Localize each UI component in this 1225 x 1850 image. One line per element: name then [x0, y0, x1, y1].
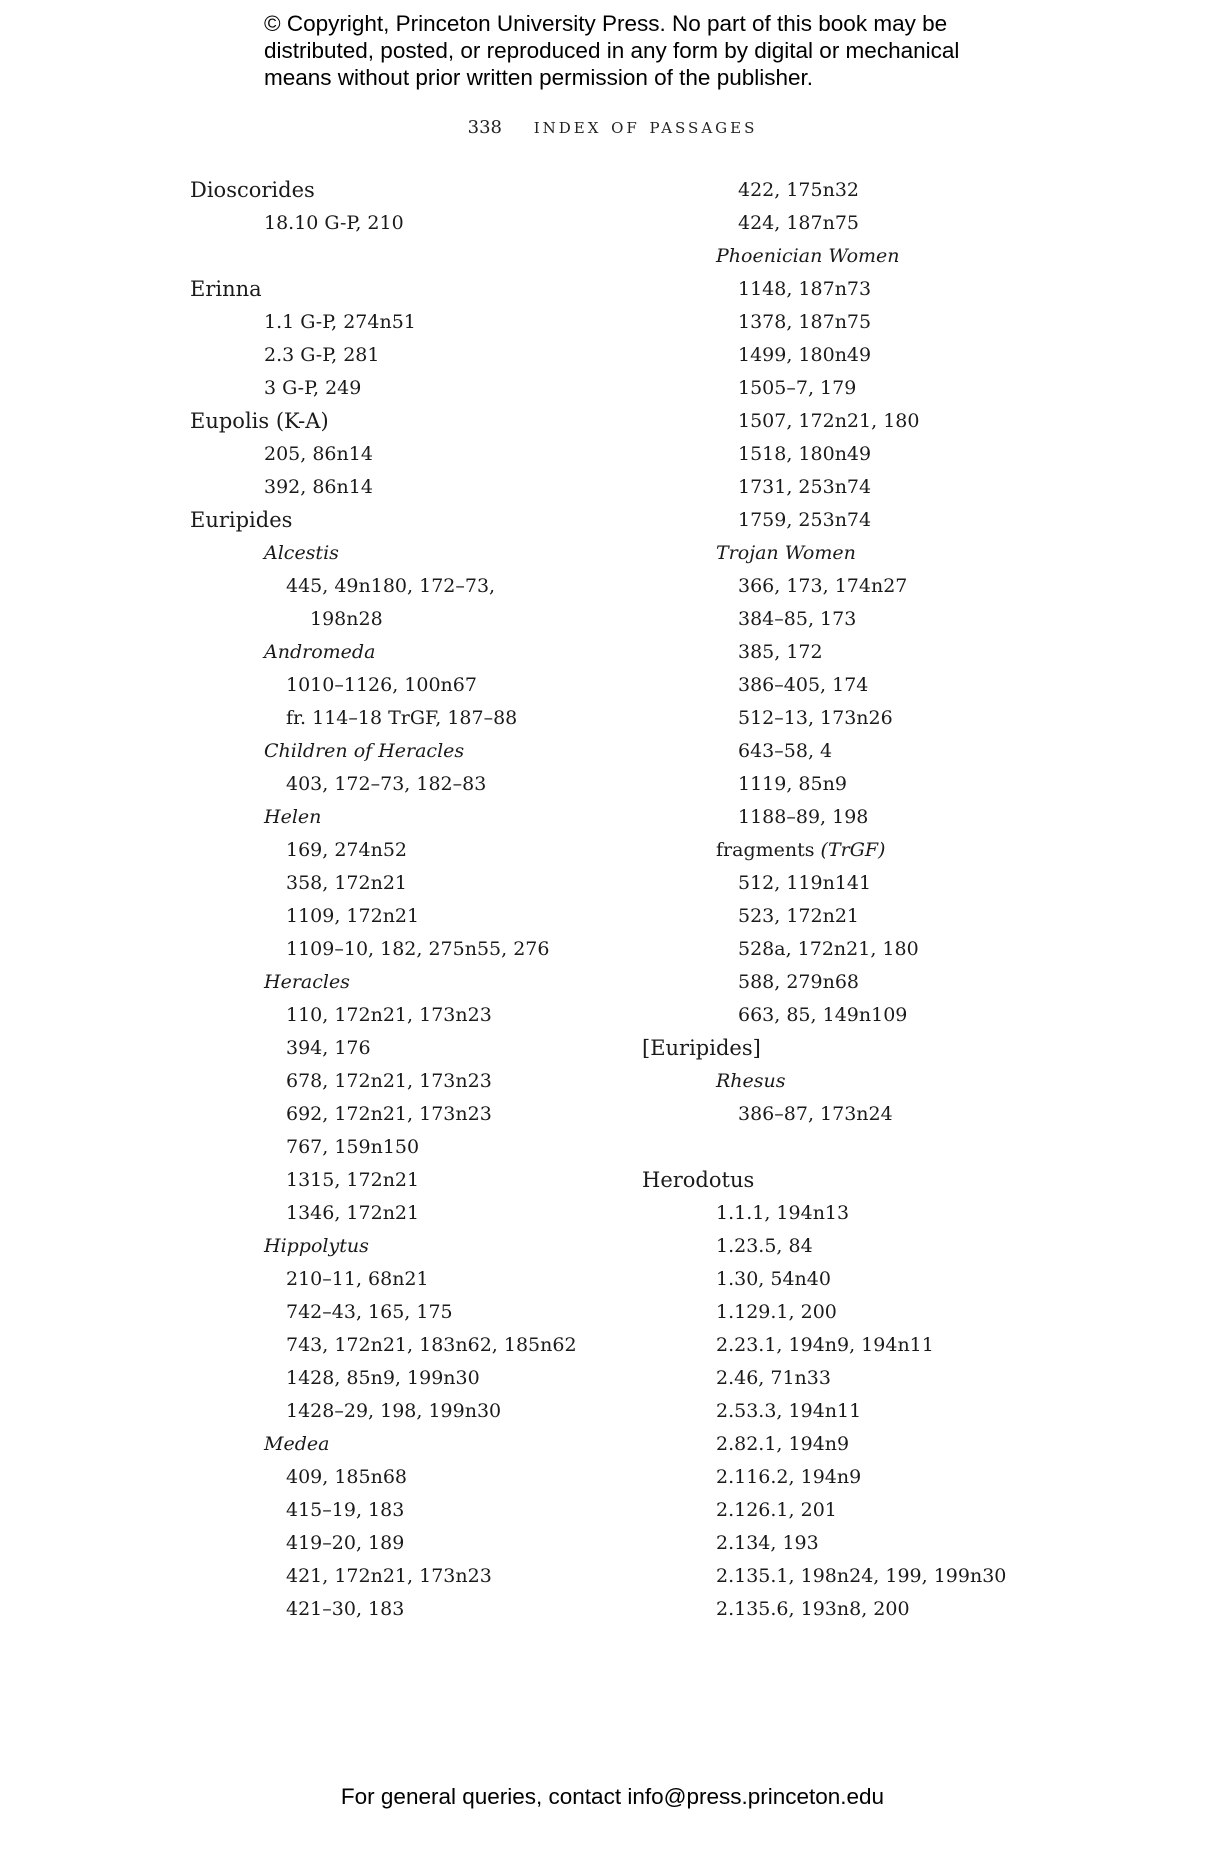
index-entry: 205, 86n14 [264, 443, 373, 465]
footer-contact: For general queries, contact info@press.princeton.edu [340, 1784, 885, 1809]
index-entry: 1148, 187n73 [738, 278, 872, 300]
index-entry: 1378, 187n75 [738, 311, 872, 333]
index-entry: 3 G-P, 249 [264, 377, 362, 399]
index-subheading: Rhesus [716, 1070, 786, 1092]
index-heading: [Euripides] [642, 1036, 761, 1060]
index-entry: 512, 119n141 [738, 872, 872, 894]
index-entry: 692, 172n21, 173n23 [286, 1103, 492, 1125]
index-column-right [642, 174, 1202, 1626]
index-entry: fr. 114–18 TrGF, 187–88 [286, 707, 518, 729]
page-title: index of passages [533, 114, 758, 138]
index-entry: 1518, 180n49 [738, 443, 872, 465]
index-entry: 2.53.3, 194n11 [716, 1400, 862, 1422]
index-entry: 403, 172–73, 182–83 [286, 773, 487, 795]
index-entry: 742–43, 165, 175 [286, 1301, 453, 1323]
index-entry: 409, 185n68 [286, 1466, 408, 1488]
index-entry: 421, 172n21, 173n23 [286, 1565, 492, 1587]
index-entry: 110, 172n21, 173n23 [286, 1004, 492, 1026]
copyright-line: means without prior written permission of the publisher. [264, 65, 814, 90]
index-entry: 1428, 85n9, 199n30 [286, 1367, 480, 1389]
index-entry: 588, 279n68 [738, 971, 860, 993]
index-heading: Herodotus [642, 1168, 755, 1192]
index-entry: 1428–29, 198, 199n30 [286, 1400, 502, 1422]
index-entry: 1507, 172n21, 180 [738, 410, 920, 432]
index-subheading: Hippolytus [264, 1235, 369, 1257]
index-entry: 2.135.1, 198n24, 199, 199n30 [716, 1565, 1007, 1587]
copyright-line: © Copyright, Princeton University Press. No part of this book may be [264, 11, 948, 36]
index-subheading: Heracles [264, 971, 350, 993]
index-entry: 2.46, 71n33 [716, 1367, 831, 1389]
index-entry: 421–30, 183 [286, 1598, 405, 1620]
index-entry: 358, 172n21 [286, 872, 408, 894]
index-entry [642, 1131, 1202, 1164]
index-entry: 1759, 253n74 [738, 509, 872, 531]
index-entry: 2.82.1, 194n9 [716, 1433, 850, 1455]
index-entry: 392, 86n14 [264, 476, 373, 498]
index-entry: 198n28 [310, 608, 383, 630]
index-entry: 2.3 G-P, 281 [264, 344, 380, 366]
index-entry: 415–19, 183 [286, 1499, 405, 1521]
index-entry: 1109–10, 182, 275n55, 276 [286, 938, 550, 960]
index-entry: 523, 172n21 [738, 905, 860, 927]
index-entry: 1109, 172n21 [286, 905, 420, 927]
index-heading: Eupolis (K-A) [190, 409, 329, 433]
index-entry: 169, 274n52 [286, 839, 408, 861]
index-subheading: Medea [264, 1433, 330, 1455]
index-entry: 1188–89, 198 [738, 806, 869, 828]
index-entry: 445, 49n180, 172–73, [286, 575, 496, 597]
index-entry: 386–405, 174 [738, 674, 869, 696]
index-entry: 366, 173, 174n27 [738, 575, 908, 597]
index-heading: Euripides [190, 508, 293, 532]
index-entry: 1.129.1, 200 [716, 1301, 837, 1323]
index-entry: 1.30, 54n40 [716, 1268, 831, 1290]
index-subheading: Helen [264, 806, 322, 828]
index-subheading: Alcestis [264, 542, 339, 564]
index-entry: 1.23.5, 84 [716, 1235, 813, 1257]
index-entry: 743, 172n21, 183n62, 185n62 [286, 1334, 577, 1356]
index-entry: 1.1 G-P, 274n51 [264, 311, 416, 333]
index-entry: 384–85, 173 [738, 608, 857, 630]
index-entry: 1731, 253n74 [738, 476, 872, 498]
index-entry: fragments (TrGF) [716, 839, 886, 861]
index-entry: 2.126.1, 201 [716, 1499, 837, 1521]
index-entry: 1.1.1, 194n13 [716, 1202, 850, 1224]
page-number: 338 [467, 117, 502, 138]
index-entry: 1499, 180n49 [738, 344, 872, 366]
index-entry: 2.116.2, 194n9 [716, 1466, 862, 1488]
index-subheading: Andromeda [264, 641, 376, 663]
index-entry: 210–11, 68n21 [286, 1268, 429, 1290]
index-subheading: Trojan Women [716, 542, 856, 564]
index-entry: 422, 175n32 [738, 179, 860, 201]
index-entry: 1119, 85n9 [738, 773, 847, 795]
index-entry: 767, 159n150 [286, 1136, 420, 1158]
index-entry: 1346, 172n21 [286, 1202, 420, 1224]
copyright-notice [264, 10, 984, 91]
index-entry: 528a, 172n21, 180 [738, 938, 919, 960]
index-entry: 1010–1126, 100n67 [286, 674, 477, 696]
index-heading: Dioscorides [190, 178, 315, 202]
index-entry: 2.134, 193 [716, 1532, 819, 1554]
index-subheading: Children of Heracles [264, 740, 465, 762]
index-entry: 512–13, 173n26 [738, 707, 893, 729]
copyright-line: distributed, posted, or reproduced in any form by digital or mechanical [264, 38, 960, 63]
index-heading: Erinna [190, 277, 262, 301]
index-entry: 2.23.1, 194n9, 194n11 [716, 1334, 934, 1356]
index-column-left [190, 174, 640, 1626]
index-entry: 2.135.6, 193n8, 200 [716, 1598, 910, 1620]
index-entry: 18.10 G-P, 210 [264, 212, 404, 234]
index-entry: 394, 176 [286, 1037, 371, 1059]
index-entry: 386–87, 173n24 [738, 1103, 893, 1125]
index-entry: 419–20, 189 [286, 1532, 405, 1554]
index-entry: 1505–7, 179 [738, 377, 857, 399]
index-entry: 678, 172n21, 173n23 [286, 1070, 492, 1092]
index-entry: 643–58, 4 [738, 740, 833, 762]
index-entry [190, 240, 640, 273]
index-entry: 385, 172 [738, 641, 823, 663]
index-entry: 1315, 172n21 [286, 1169, 420, 1191]
index-entry: 663, 85, 149n109 [738, 1004, 908, 1026]
running-header [0, 114, 1225, 138]
index-entry: 424, 187n75 [738, 212, 860, 234]
index-subheading: Phoenician Women [716, 245, 900, 267]
